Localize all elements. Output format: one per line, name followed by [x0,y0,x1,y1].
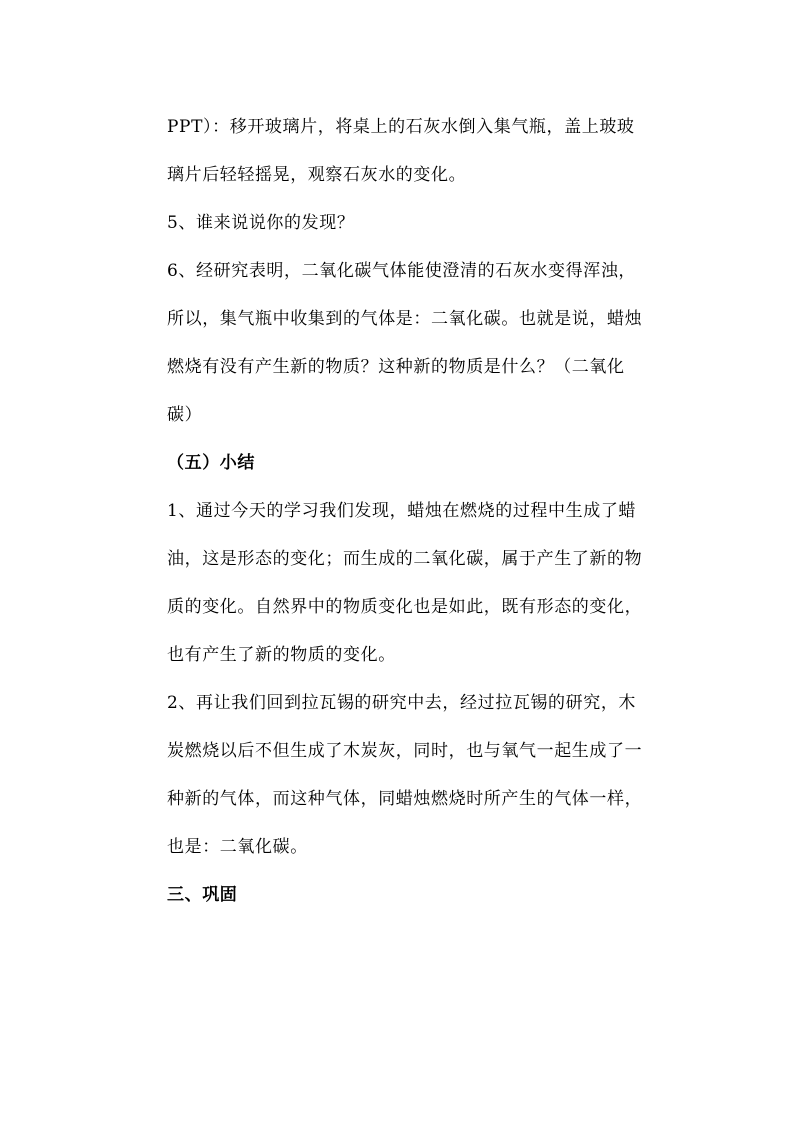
section-heading-summary: （五）小结 [167,453,255,473]
text-line-13: 2、再让我们回到拉瓦锡的研究中去，经过拉瓦锡的研究，木 [167,693,637,713]
text-line-3: 5、谁来说说你的发现？ [167,213,355,233]
text-line-14: 炭燃烧以后不但生成了木炭灰，同时，也与氧气一起生成了一 [167,741,643,761]
text-line-10: 油，这是形态的变化；而生成的二氧化碳，属于产生了新的物 [167,549,643,569]
text-line-9: 1、通过今天的学习我们发现，蜡烛在燃烧的过程中生成了蜡 [167,501,637,521]
section-heading-consolidation: 三、巩固 [167,885,238,905]
text-line-7: 碳） [167,405,203,425]
document-page [167,103,687,919]
text-line-4: 6、经研究表明，二氧化碳气体能使澄清的石灰水变得浑浊， [167,261,637,281]
text-line-12: 也有产生了新的物质的变化。 [167,645,396,665]
text-line-11: 质的变化。自然界中的物质变化也是如此，既有形态的变化， [167,597,643,617]
text-line-6: 燃烧有没有产生新的物质？这种新的物质是什么？（二氧化 [167,357,625,377]
text-line-1: PPT）：移开玻璃片，将桌上的石灰水倒入集气瓶，盖上玻玻 [167,117,635,137]
text-line-15: 种新的气体，而这种气体，同蜡烛燃烧时所产生的气体一样， [167,789,643,809]
text-line-16: 也是：二氧化碳。 [167,837,308,857]
text-line-5: 所以，集气瓶中收集到的气体是：二氧化碳。也就是说，蜡烛 [167,309,643,329]
text-line-2: 璃片后轻轻摇晃，观察石灰水的变化。 [167,165,467,185]
